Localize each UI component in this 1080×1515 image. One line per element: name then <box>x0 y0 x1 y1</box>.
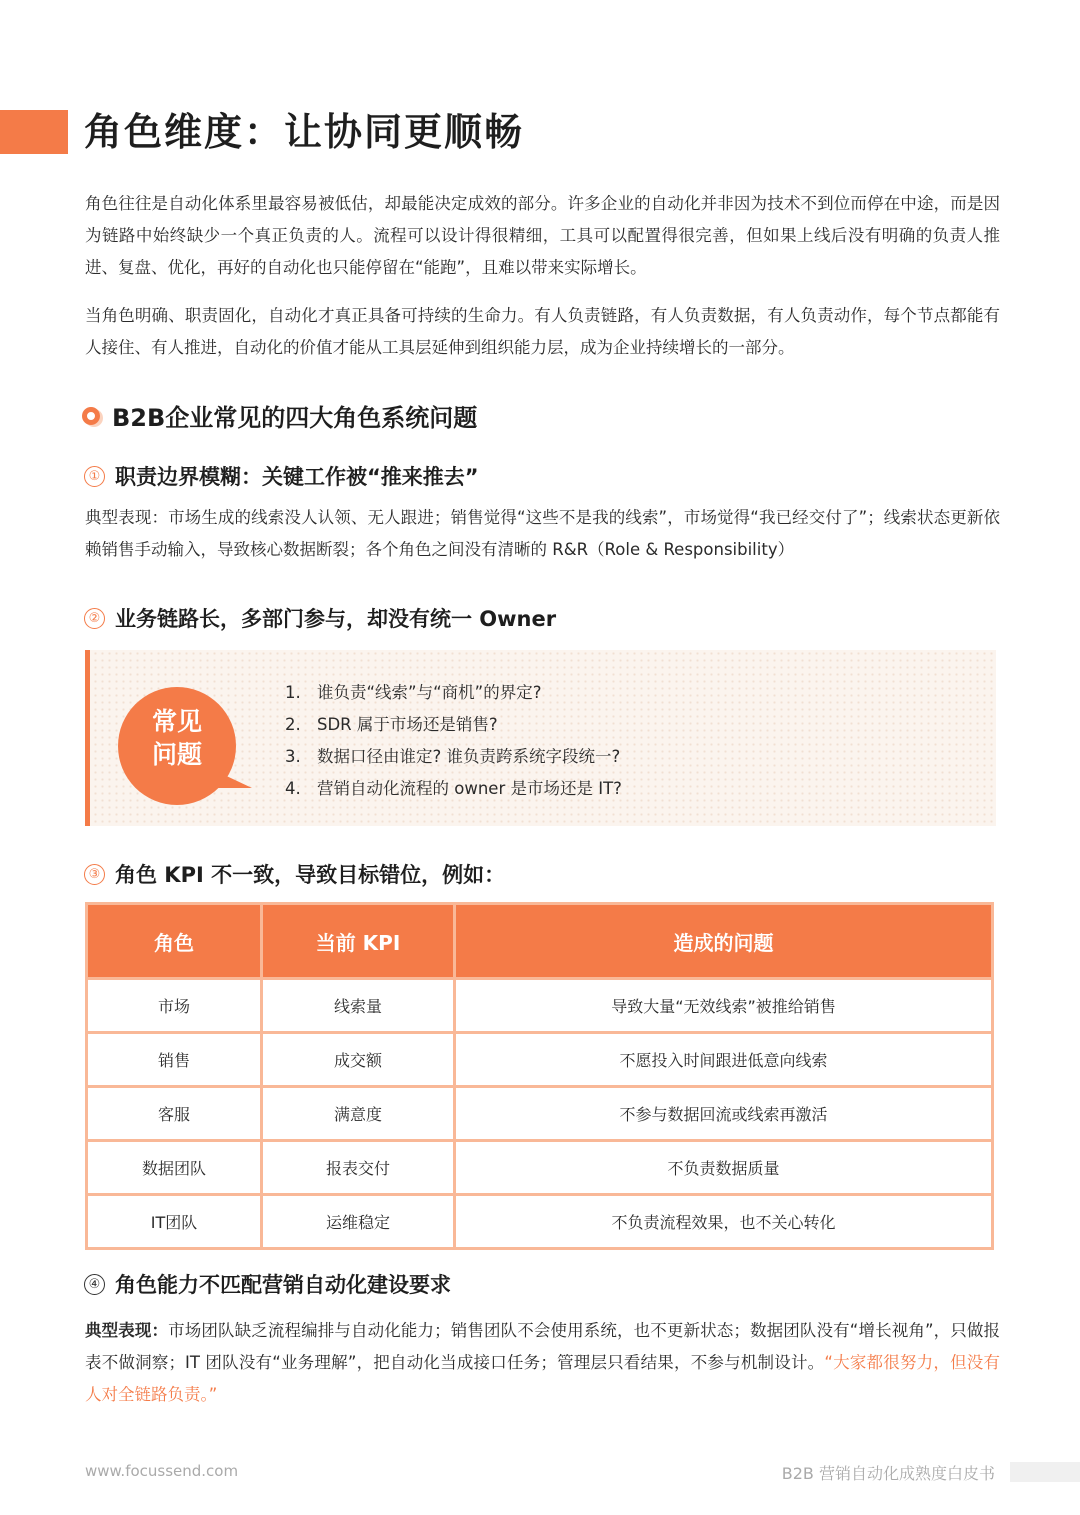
question-list <box>285 677 622 805</box>
speech-bubble-tail-icon <box>218 772 252 788</box>
title-accent-bar <box>0 110 68 154</box>
table-row: 数据团队 报表交付 不负责数据质量 <box>87 1141 993 1195</box>
highlight-quote: “大家都很努力，但没有人对全链路负责。” <box>85 1353 1000 1404</box>
section-title: B2B企业常见的四大角色系统问题 <box>112 404 478 432</box>
badge-line-1: 常见 <box>151 707 202 736</box>
footer-page-marker <box>1010 1462 1080 1482</box>
page-title: 角色维度：让协同更顺畅 <box>84 110 525 154</box>
badge-line-2: 问题 <box>151 740 202 769</box>
intro-paragraph-1: 角色往往是自动化体系里最容易被低估，却最能决定成效的部分。许多企业的自动化并非因为技术不到位而停在中途，而是因为链路中始终缺少一个真正负责的人。流程可以设计得很精细，工具可以配置得很完善，但如果上线后没有明确的负责人推进、复盘、优化，再好的自动化也只能停留在“能跑”，且难以带来实际增长。 <box>85 194 1000 277</box>
table-row: 客服 满意度 不参与数据回流或线索再激活 <box>87 1087 993 1141</box>
header-role: 角色 <box>87 904 262 979</box>
header-problem: 造成的问题 <box>455 904 993 979</box>
issue-3-title: 角色 KPI 不一致，导致目标错位，例如： <box>115 863 506 887</box>
issue-4-heading <box>84 1269 451 1299</box>
kpi-table <box>85 902 994 1250</box>
table-row: IT团队 运维稳定 不负责流程效果，也不关心转化 <box>87 1195 993 1249</box>
issue-1-heading <box>84 461 479 491</box>
circled-number-4: ④ <box>84 1274 105 1295</box>
ring-bullet-icon <box>82 407 100 425</box>
issue-2-title: 业务链路长，多部门参与，却没有统一 Owner <box>115 607 557 631</box>
list-item: 4. 营销自动化流程的 owner 是市场还是 IT? <box>285 779 622 798</box>
description-label: 典型表现： <box>85 1321 169 1340</box>
table-row: 销售 成交额 不愿投入时间跟进低意向线索 <box>87 1033 993 1087</box>
circled-number-2: ② <box>84 608 105 629</box>
box-accent-edge <box>85 650 90 826</box>
list-item: 1. 谁负责“线索”与“商机”的界定? <box>285 683 542 702</box>
issue-2-heading <box>84 603 556 633</box>
section-heading <box>82 398 477 433</box>
table-row: 市场 线索量 导致大量“无效线索”被推给销售 <box>87 979 993 1033</box>
list-item: 2. SDR 属于市场还是销售? <box>285 715 498 734</box>
common-questions-box <box>85 650 996 826</box>
common-questions-badge <box>118 687 236 805</box>
issue-1-title: 职责边界模糊：关键工作被“推来推去” <box>115 465 479 489</box>
circled-number-3: ③ <box>84 864 105 885</box>
issue-4-description <box>85 1315 1000 1411</box>
table-header-row <box>87 904 993 979</box>
header-kpi: 当前 KPI <box>262 904 455 979</box>
footer-url: www.focussend.com <box>85 1462 239 1480</box>
issue-3-heading <box>84 859 505 889</box>
intro-paragraph-2: 当角色明确、职责固化，自动化才真正具备可持续的生命力。有人负责链路，有人负责数据，有人负责动作，每个节点都能有人接住、有人推进，自动化的价值才能从工具层延伸到组织能力层，成为企业持续增长的一部分。 <box>85 306 1000 357</box>
issue-4-title: 角色能力不匹配营销自动化建设要求 <box>115 1273 451 1297</box>
footer-doc-title: B2B 营销自动化成熟度白皮书 <box>781 1464 995 1483</box>
issue-1-description: 典型表现：市场生成的线索没人认领、无人跟进；销售觉得“这些不是我的线索”，市场觉得“我已经交付了”；线索状态更新依赖销售手动输入，导致核心数据断裂；各个角色之间没有清晰的 R&R（Role & Responsibility） <box>85 508 1000 559</box>
list-item: 3. 数据口径由谁定? 谁负责跨系统字段统一? <box>285 747 621 766</box>
description-body: 市场团队缺乏流程编排与自动化能力；销售团队不会使用系统，也不更新状态；数据团队没有“增长视角”，只做报表不做洞察；IT 团队没有“业务理解”，把自动化当成接口任务；管理层只看结果，不参与机制设计。 <box>85 1321 1001 1372</box>
circled-number-1: ① <box>84 466 105 487</box>
